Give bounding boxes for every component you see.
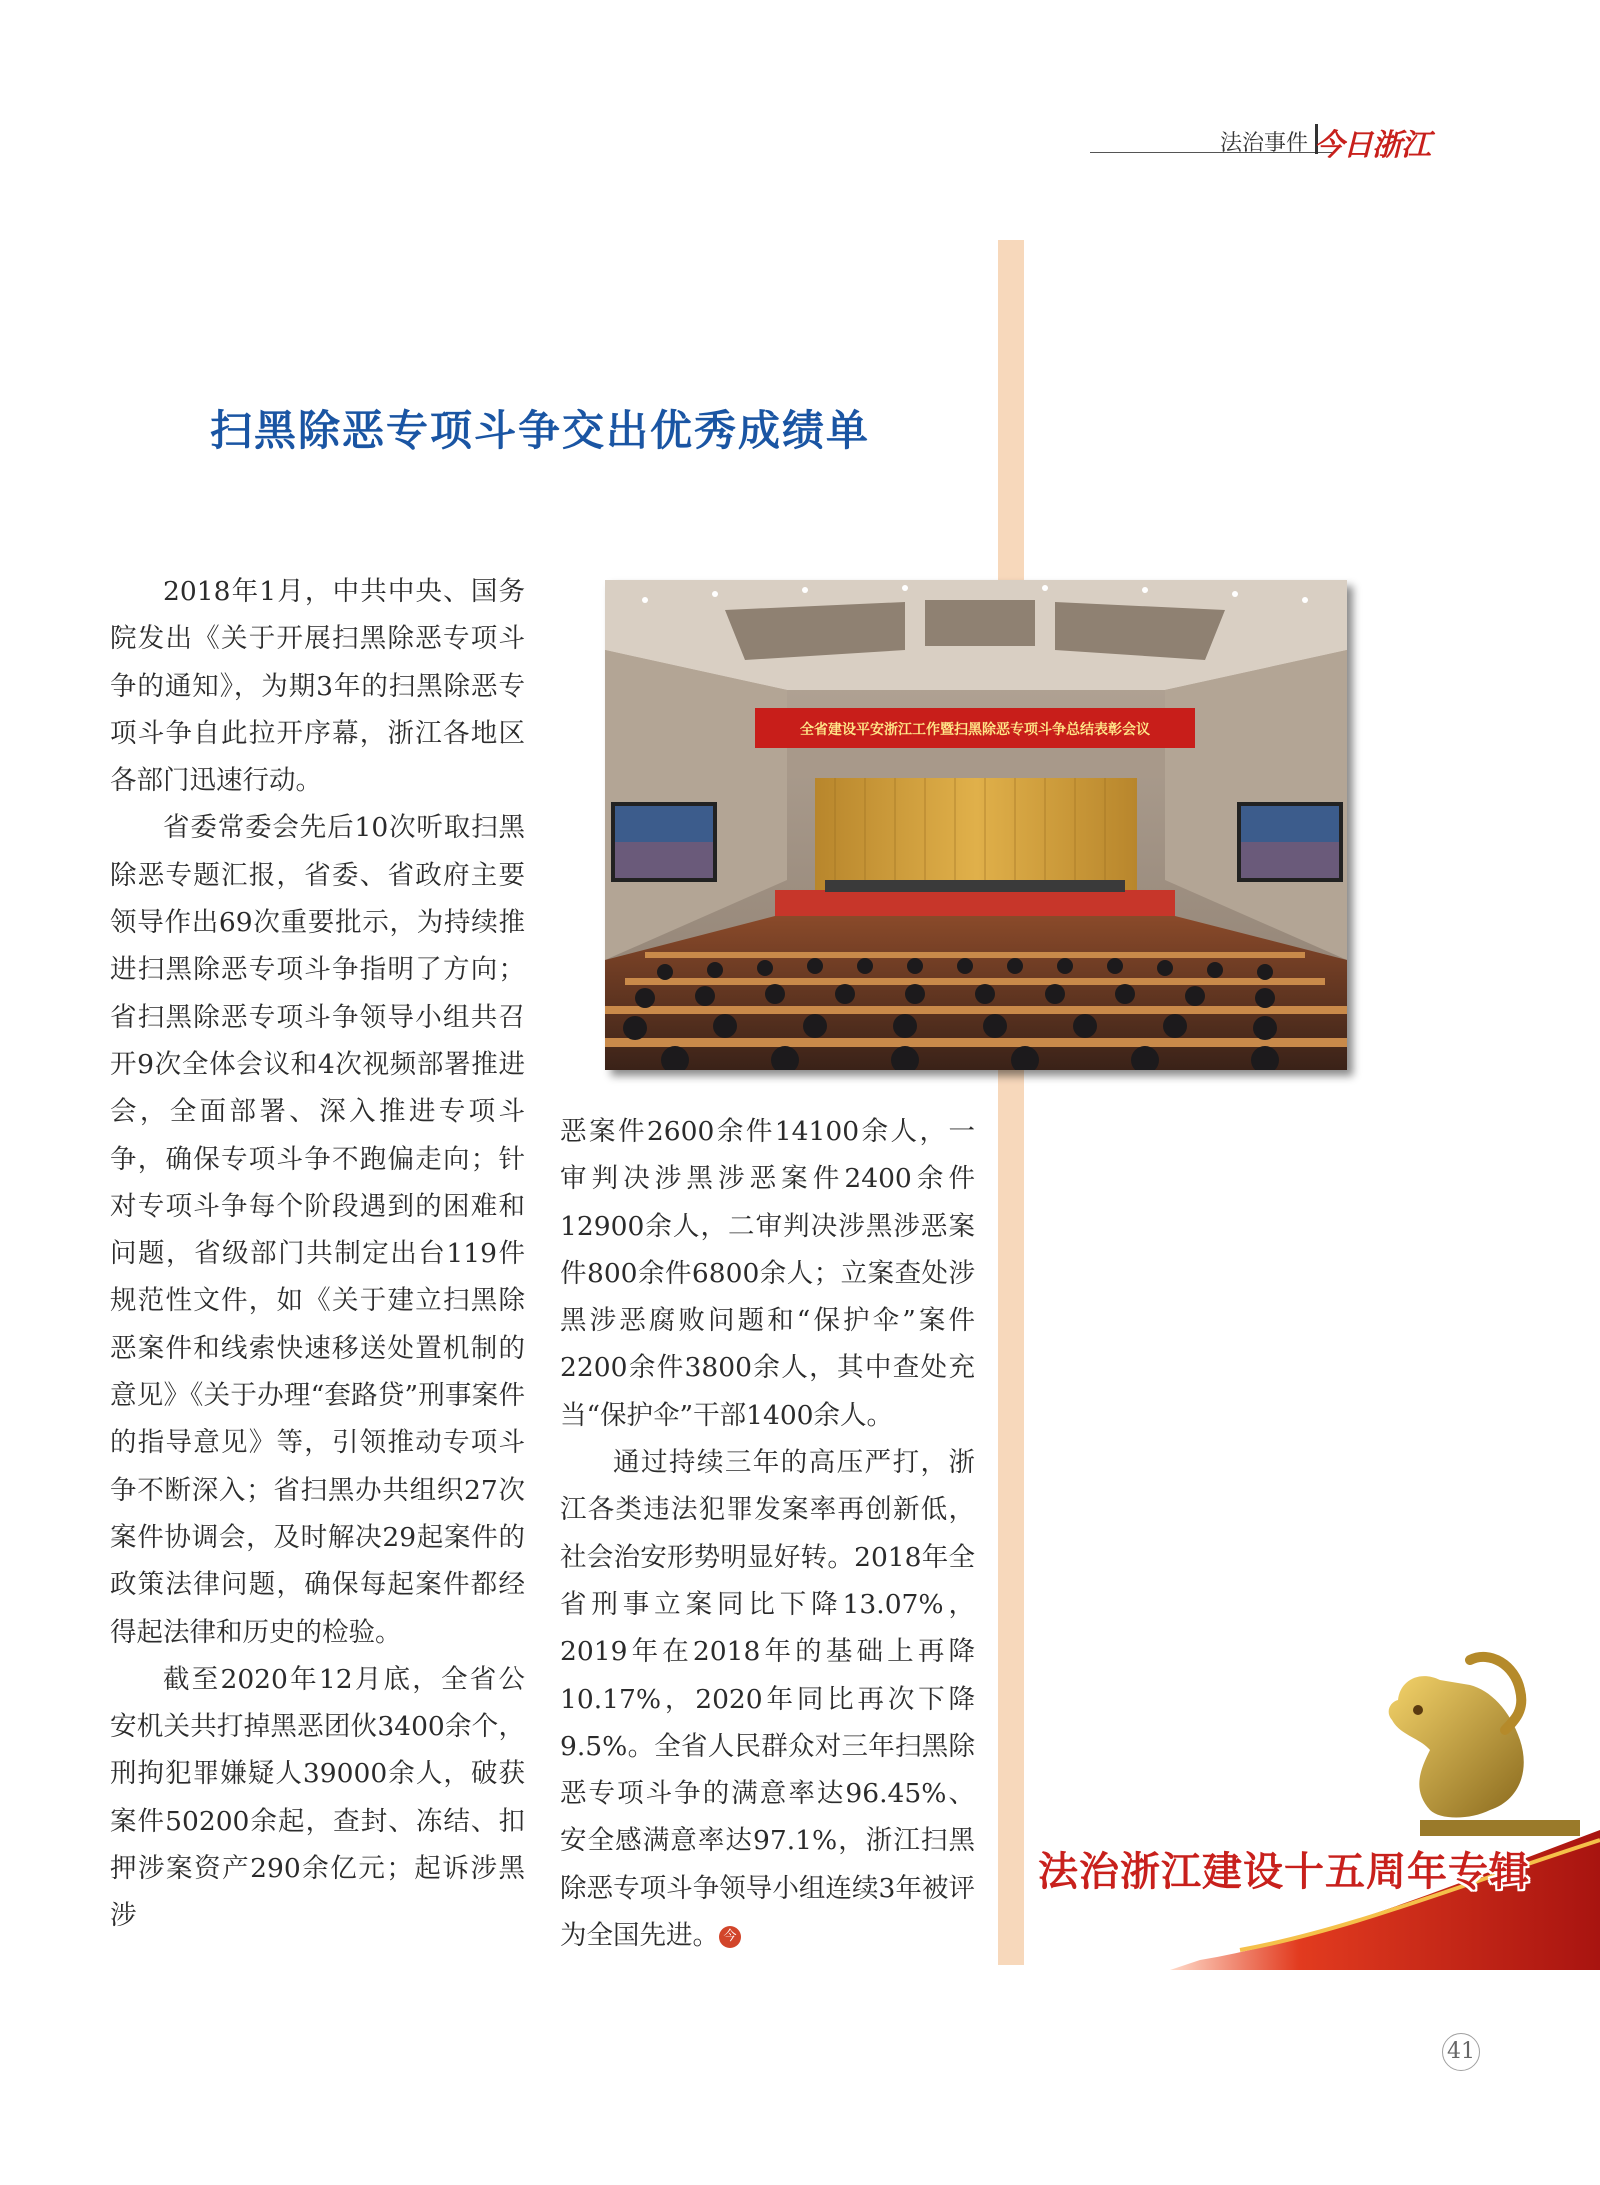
paragraph: 恶案件2600余件14100余人，一审判决涉黑涉恶案件2400余件12900余人，二审判决涉黑涉恶案件800余件6800余人；立案查处涉黑涉恶腐败问题和“保护伞”案件2200余件3800余人，其中查处充当“保护伞”干部1400余人。	[560, 1116, 975, 1431]
paragraph	[560, 1439, 975, 1959]
magazine-logo: 今日浙江	[1314, 128, 1430, 163]
text-column-right	[560, 1108, 975, 1959]
paragraph: 省委常委会先后10次听取扫黑除恶专题汇报，省委、省政府主要领导作出69次重要批示，为持续推进扫黑除恶专项斗争指明了方向；省扫黑除恶专项斗争领导小组共召开9次全体会议和4次视频部署推进会，全面部署、深入推进专项斗争，确保专项斗争不跑偏走向；针对专项斗争每个阶段遇到的困难和问题，省级部门共制定出台119件规范性文件，如《关于建立扫黑除恶案件和线索快速移送处置机制的意见》《关于办理“套路贷”刑事案件的指导意见》等，引领推动专项斗争不断深入；省扫黑办共组织27次案件协调会，及时解决29起案件的政策法律问题，确保每起案件都经得起法律和历史的检验。	[110, 812, 525, 1648]
article-title: 扫黑除恶专项斗争交出优秀成绩单	[209, 406, 870, 455]
qilin-emblem-icon	[1020, 1640, 1600, 1970]
running-header	[1090, 122, 1430, 163]
paragraph-text: 通过持续三年的高压严打，浙江各类违法犯罪发案率再创新低，社会治安形势明显好转。2018年全省刑事立案同比下降13.07%，2019年在2018年的基础上再降10.17%，2020年同比再次下降9.5%。全省人民群众对三年扫黑除恶专项斗争的满意率达96.45%、安全感满意率达97.1%，浙江扫黑除恶专项斗争领导小组连续3年被评为全国先进。	[560, 1447, 975, 1952]
special-edition-label: 法治浙江建设十五周年专辑	[1038, 1849, 1530, 1895]
paragraph: 2018年1月，中共中央、国务院发出《关于开展扫黑除恶专项斗争的通知》，为期3年的扫黑除恶专项斗争自此拉开序幕，浙江各地区各部门迅速行动。	[110, 576, 525, 797]
hall-banner-text: 全省建设平安浙江工作暨扫黑除恶专项斗争总结表彰会议	[800, 722, 1150, 738]
text-column-left	[110, 568, 525, 1940]
paragraph: 截至2020年12月底，全省公安机关共打掉黑恶团伙3400余个，刑拘犯罪嫌疑人39000余人，破获案件50200余起，查封、冻结、扣押涉案资产290余亿元；起诉涉黑涉	[110, 1663, 525, 1932]
end-mark-icon: 今	[719, 1926, 741, 1948]
page-number: 41	[1442, 2033, 1480, 2071]
section-name: 法治事件	[1219, 131, 1308, 156]
conference-hall-illustration	[605, 580, 1347, 1070]
special-edition-emblem	[1020, 1640, 1600, 1970]
conference-photo	[605, 580, 1347, 1070]
